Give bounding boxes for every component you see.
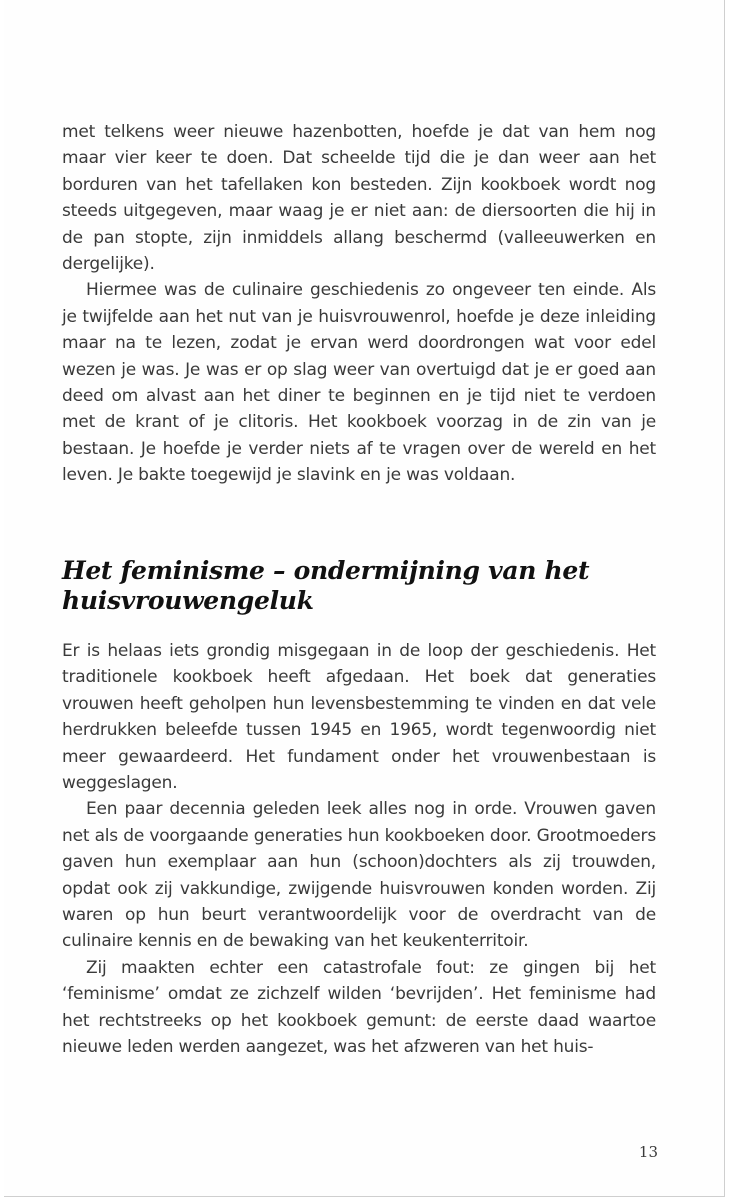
- section-heading: Het feminisme – ondermijning van het huisvrouwengeluk: [62, 556, 590, 615]
- paragraph: Een paar decennia geleden leek alles nog in orde. Vrouwen gaven net als de voorgaande generaties hun kookboeken door. Grootmoeders gaven hun exemplaar aan hun (schoon)dochters als zij trouwden, opdat ook zij vakkundige, zwijgende huisvrouwen konden worden. Zij waren op hun beurt verantwoordelijk voor de overdracht van de culinaire kennis en de bewaking van het keukenterritoir.: [62, 799, 656, 952]
- book-page: [4, 0, 725, 1197]
- paragraph: Hiermee was de culinaire geschiedenis zo ongeveer ten einde. Als je twijfelde aan het nut van je huisvrouwenrol, hoefde je deze inleiding maar na te lezen, zodat je ervan werd doordrongen wat voor edel wezen je was. Je was er op slag weer van overtuigd dat je er goed aan deed om alvast aan het diner te beginnen en je tijd niet te verdoen met de krant of je clitoris. Het kookboek voorzag in de zin van je bestaan. Je hoefde je verder niets af te vragen over de wereld en het leven. Je bakte toegewijd je slavink en je was voldaan.: [62, 280, 656, 486]
- paragraph: Er is helaas iets grondig misgegaan in de loop der geschiedenis. Het traditionele kookboek heeft afgedaan. Het boek dat generaties vrouwen heeft geholpen hun levensbestemming te vinden en dat vele herdrukken beleefde tussen 1945 en 1965, wordt tegenwoordig niet meer gewaardeerd. Het fundament onder het vrouwenbestaan is weggeslagen.: [62, 641, 656, 794]
- paragraph: Zij maakten echter een catastrofale fout: ze gingen bij het ‘feminisme’ omdat ze zichzelf wilden ‘bevrijden’. Het feminisme had het rechtstreeks op het kookboek gemunt: de eerste daad waartoe nieuwe leden werden aangezet, was het afzweren van het huis-: [62, 957, 656, 1058]
- page-number: 13: [638, 1143, 658, 1161]
- body-text-bottom: [62, 638, 656, 1061]
- body-text-top: [62, 119, 656, 489]
- paragraph: met telkens weer nieuwe hazenbotten, hoefde je dat van hem nog maar vier keer te doen. Dat scheelde tijd die je dan weer aan het borduren van het tafellaken kon besteden. Zijn kookboek wordt nog steeds uitgegeven, maar waag je er niet aan: de diersoorten die hij in de pan stopte, zijn inmiddels allang beschermd (valleeuwerken en dergelijke).: [62, 122, 656, 275]
